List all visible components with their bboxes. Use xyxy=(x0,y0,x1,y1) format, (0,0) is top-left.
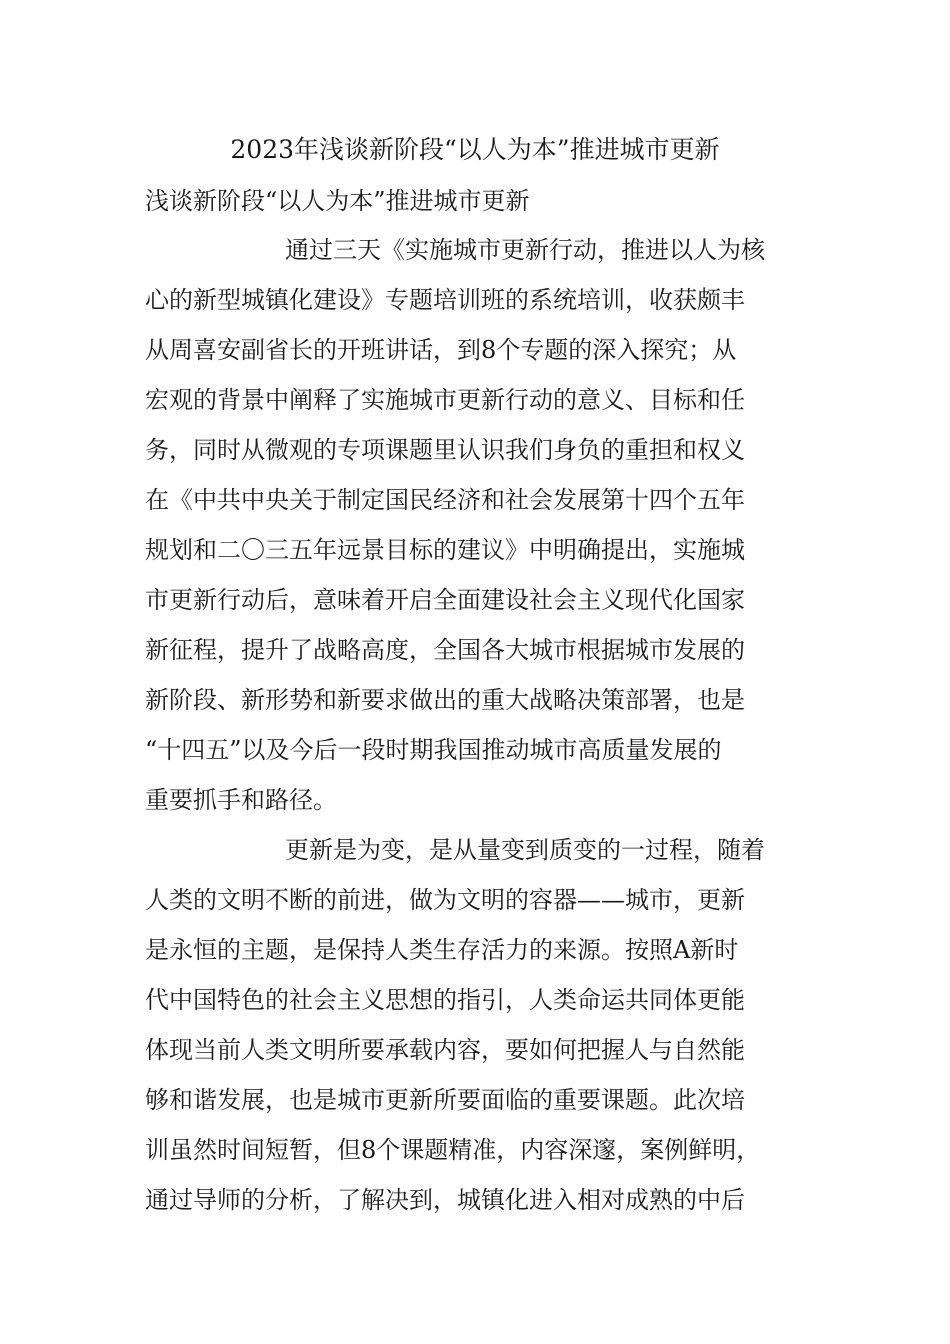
paragraph-line: 宏观的背景中阐释了实施城市更新行动的意义、目标和任 xyxy=(145,386,745,414)
paragraph-line: 人类的文明不断的前进，做为文明的容器——城市，更新 xyxy=(145,886,745,914)
paragraph-line: 更新是为变，是从量变到质变的一过程，随着 xyxy=(285,836,765,864)
paragraph-line: 通过导师的分析，了解决到，城镇化进入相对成熟的中后 xyxy=(145,1186,745,1214)
paragraph-line: 规划和二〇三五年远景目标的建议》中明确提出，实施城 xyxy=(145,536,745,564)
paragraph-line: 新阶段、新形势和新要求做出的重大战略决策部署，也是 xyxy=(145,686,745,714)
document-title: 2023年浅谈新阶段“以人为本”推进城市更新 xyxy=(230,135,720,164)
paragraph-line: 务，同时从微观的专项课题里认识我们身负的重担和权义 xyxy=(145,436,745,464)
paragraph-line: 通过三天《实施城市更新行动，推进以人为核 xyxy=(285,236,765,264)
paragraph-line: 训虽然时间短暂，但8个课题精准，内容深邃，案例鲜明， xyxy=(145,1136,761,1164)
paragraph-line: 体现当前人类文明所要承载内容，要如何把握人与自然能 xyxy=(145,1036,745,1064)
paragraph-line: 心的新型城镇化建设》专题培训班的系统培训，收获颇丰 xyxy=(145,286,745,314)
document-subtitle: 浅谈新阶段“以人为本”推进城市更新 xyxy=(145,187,530,215)
paragraph-line: 市更新行动后，意味着开启全面建设社会主义现代化国家 xyxy=(145,586,745,614)
paragraph-line: 新征程，提升了战略高度，全国各大城市根据城市发展的 xyxy=(145,636,745,664)
paragraph-line: 是永恒的主题，是保持人类生存活力的来源。按照A新时 xyxy=(145,936,739,964)
paragraph-line: 代中国特色的社会主义思想的指引，人类命运共同体更能 xyxy=(145,986,745,1014)
paragraph-line: 够和谐发展，也是城市更新所要面临的重要课题。此次培 xyxy=(145,1086,745,1114)
paragraph-line: “十四五”以及今后一段时期我国推动城市高质量发展的 xyxy=(145,736,722,764)
paragraph-line: 重要抓手和路径。 xyxy=(145,786,337,814)
paragraph-line: 在《中共中央关于制定国民经济和社会发展第十四个五年 xyxy=(145,486,745,514)
paragraph-line: 从周喜安副省长的开班讲话，到8个专题的深入探究；从 xyxy=(145,336,737,364)
